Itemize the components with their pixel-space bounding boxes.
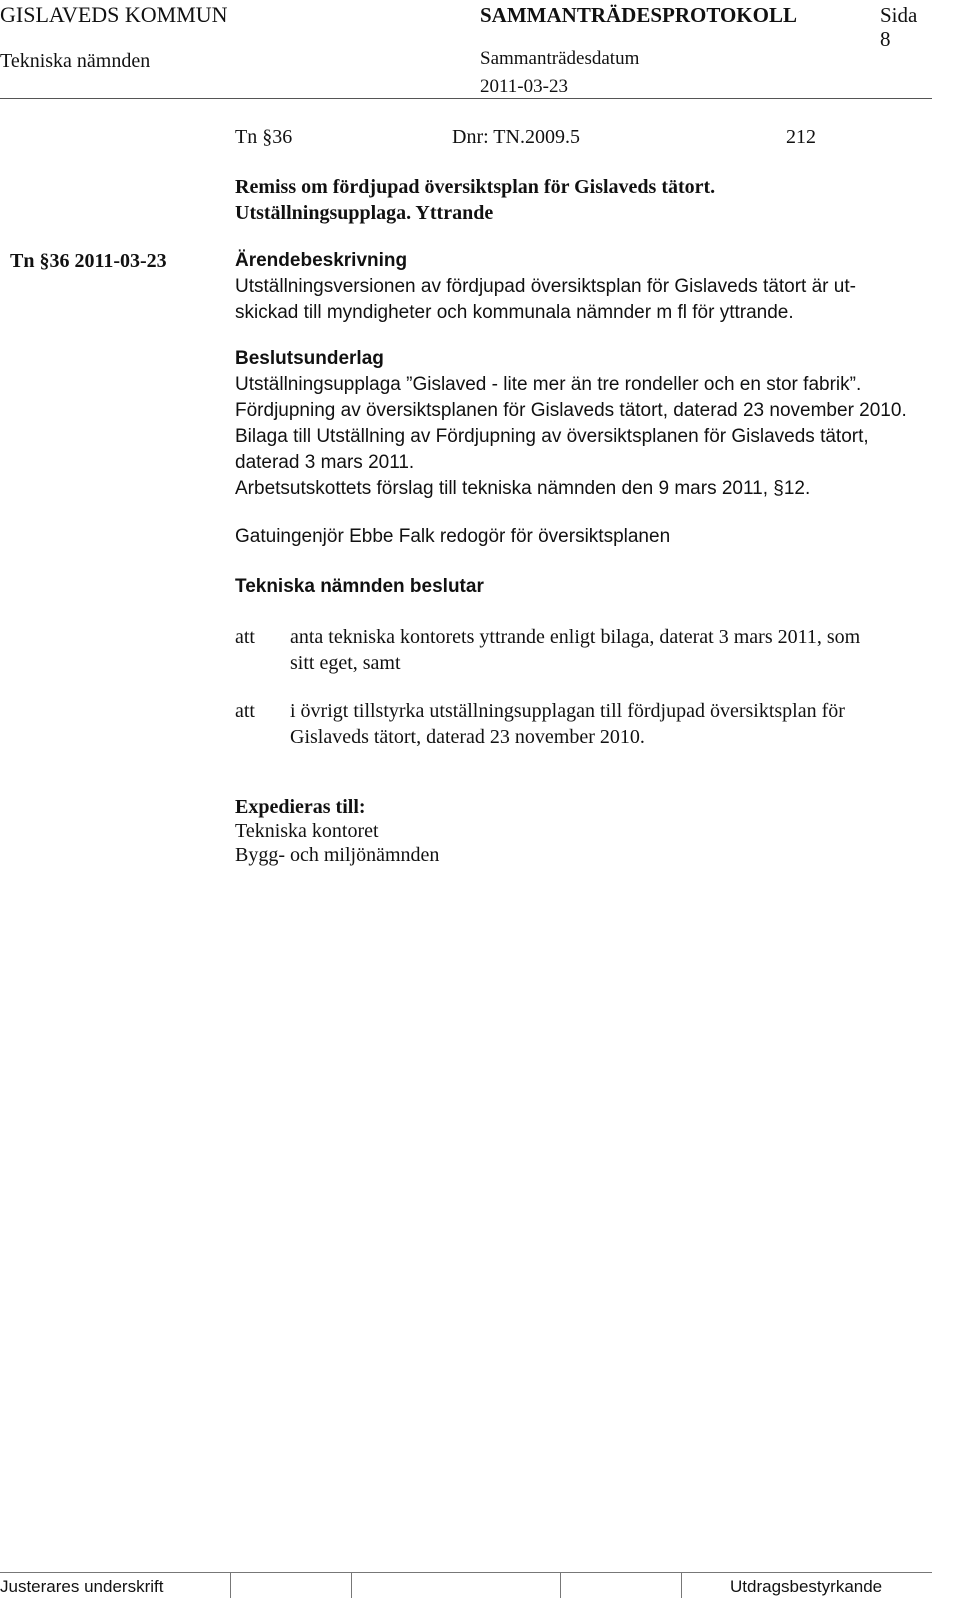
presentation-text: Gatuingenjör Ebbe Falk redogör för översiktsplanen xyxy=(235,526,671,547)
description-line-1: Utställningsversionen av fördjupad översiktsplan för Gislaveds tätort är ut- xyxy=(235,276,856,297)
description-heading: Ärendebeskrivning xyxy=(235,250,408,271)
signature-box xyxy=(230,1572,352,1598)
committee-name: Tekniska nämnden xyxy=(0,50,151,72)
dispatch-recipient: Bygg- och miljönämnden xyxy=(235,844,440,866)
page-number: 8 xyxy=(880,27,891,51)
case-title-line-1: Remiss om fördjupad översiktsplan för Gislaveds tätort. xyxy=(235,176,716,198)
decision-text: sitt eget, samt xyxy=(290,652,401,674)
document-type: SAMMANTRÄDESPROTOKOLL xyxy=(480,3,797,27)
decision-text: i övrigt tillstyrka utställningsupplagan till fördjupad översiktsplan för xyxy=(290,700,845,722)
description-line-2: skickad till myndigheter och kommunala nämnder m fl för yttrande. xyxy=(235,302,794,323)
meeting-date: 2011-03-23 xyxy=(480,76,568,97)
basis-line: Fördjupning av översiktsplanen för Gislaveds tätort, daterad 23 november 2010. xyxy=(235,400,907,421)
dispatch-heading: Expedieras till: xyxy=(235,796,366,818)
diary-number: Dnr: TN.2009.5 xyxy=(452,126,580,148)
decision-text: Gislaveds tätort, daterad 23 november 2010. xyxy=(290,726,645,748)
basis-line: Arbetsutskottets förslag till tekniska nämnden den 9 mars 2011, §12. xyxy=(235,478,811,499)
basis-line: Utställningsupplaga ”Gislaved - lite mer än tre rondeller och en stor fabrik”. xyxy=(235,374,862,395)
basis-heading: Beslutsunderlag xyxy=(235,348,384,369)
reviewer-signature-label: Justerares underskrift xyxy=(0,1577,164,1596)
organization-name: GISLAVEDS KOMMUN xyxy=(0,2,228,27)
basis-line: Bilaga till Utställning av Fördjupning av översiktsplanen för Gislaveds tätort, xyxy=(235,426,869,447)
extract-certification-label: Utdragsbestyrkande xyxy=(730,1577,883,1596)
signature-box xyxy=(560,1572,682,1598)
basis-line: daterad 3 mars 2011. xyxy=(235,452,415,473)
case-title-line-2: Utställningsupplaga. Yttrande xyxy=(235,202,494,224)
decision-text: anta tekniska kontorets yttrande enligt bilaga, daterat 3 mars 2011, som xyxy=(290,626,861,648)
page-label: Sida xyxy=(880,3,918,27)
decision-heading: Tekniska nämnden beslutar xyxy=(235,576,484,597)
decision-marker: att xyxy=(235,700,255,722)
case-number: 212 xyxy=(786,126,816,148)
case-reference: Tn §36 2011-03-23 xyxy=(10,250,167,272)
footer-divider xyxy=(0,1572,932,1573)
case-paragraph: Tn §36 xyxy=(235,126,293,148)
meeting-date-label: Sammanträdesdatum xyxy=(480,48,640,69)
header-divider xyxy=(0,98,932,99)
decision-marker: att xyxy=(235,626,255,648)
dispatch-recipient: Tekniska kontoret xyxy=(235,820,379,842)
